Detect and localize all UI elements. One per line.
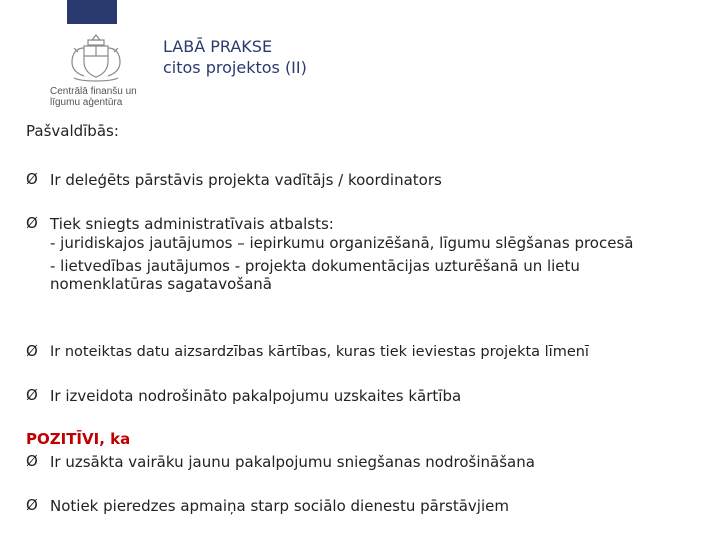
arrow-bullet-icon: Ø [26,452,38,470]
slide-title [163,36,307,78]
arrow-bullet-icon: Ø [26,170,38,188]
agency-name-line-1: Centrālā finanšu un [50,86,137,97]
agency-name-line-2: līgumu aģentūra [50,97,123,108]
bullet-text: Ir noteiktas datu aizsardzības kārtības, kuras tiek ieviestas projekta līmenī [50,344,589,360]
bullet-subline: - juridiskajos jautājumos – iepirkumu organizēšanā, līgumu slēgšanas procesā [50,234,634,252]
bullet-text: Ir izveidota nodrošināto pakalpojumu uzskaites kārtība [50,387,462,405]
slide-title-line-1: LABĀ PRAKSE [163,37,273,56]
agency-logo [50,32,140,122]
arrow-bullet-icon: Ø [26,496,38,514]
bullet-text: Ir uzsākta vairāku jaunu pakalpojumu sniegšanas nodrošināšana [50,453,535,471]
arrow-bullet-icon: Ø [26,342,38,360]
bullet-block [50,214,700,293]
bullet-text: Ir deleģēts pārstāvis projekta vadītājs / koordinators [50,171,442,189]
arrow-bullet-icon: Ø [26,386,38,404]
bullet-text: Tiek sniegts administratīvais atbalsts: [50,215,334,233]
bullet-subline: - lietvedības jautājumos - projekta dokumentācijas uzturēšanā un lietu nomenklatūras sagatavošanā [50,257,580,293]
positive-heading: POZITĪVI, ka [26,430,131,448]
intro-heading: Pašvaldībās: [26,122,119,140]
top-color-bar [67,0,117,24]
bullet-text: Notiek pieredzes apmaiņa starp sociālo dienestu pārstāvjiem [50,497,509,515]
slide-title-line-2: citos projektos (II) [163,58,307,77]
coat-of-arms-icon [64,32,128,86]
arrow-bullet-icon: Ø [26,214,38,232]
agency-name [50,86,142,108]
